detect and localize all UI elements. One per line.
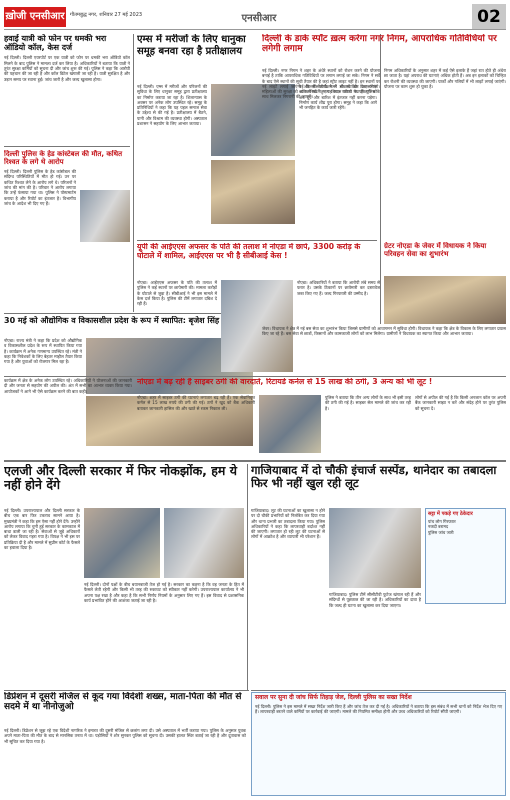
sidebar-title: सट्टा में पकड़े गए ठेकेदार (428, 511, 473, 517)
story-ghaziabad (251, 508, 506, 688)
story-body: जेवर। विधायक ने क्षेत्र में नई बस सेवा का शुभारंभ किया जिससे ग्रामीणों को आवागमन में सुविधा होगी। विधायक ने कहा कि क्षेत्र के विकास के लिए लगातार प्रयास किए जा रहे हैं। बस सेवा से छात्रों, किसानों और कामकाजी लोगों को लाभ मिलेगा। ग्रामीणों ने विधायक का स्वागत किया और आभार जताया। (262, 326, 506, 337)
police-car-photo (329, 508, 421, 588)
story-body: नोएडा। आईएएस अफसर के पति की तलाश में पुलिस ने कई स्थानों पर छापेमारी की। मामला करोड़ों के घोटाले से जुड़ा है। सीबीआई ने भी इस मामले में केस दर्ज किया है। पुलिस की टीमें लगातार दबिश दे रही हैं। (137, 280, 217, 306)
story-head-constable (4, 150, 130, 310)
story-jewar-headline (384, 242, 506, 274)
story-jewar (262, 326, 506, 374)
headline: एलजी और दिल्ली सरकार में फिर नोकझोंक, हम ये नहीं होने देंगे (4, 464, 237, 493)
story-body: नई दिल्ली। एम्स में मरीजों और परिजनों की सुविधा के लिए धानुका समूह द्वारा प्रतीक्षालय का निर्माण कराया जा रहा है। शिलान्यास के अवसर पर अनेक लोग उपस्थित रहे। समूह के प्रतिनिधियों ने कहा कि यह पहल समाज सेवा के उद्देश्य से की गई है। प्रतीक्षालय में बैठने, पानी और विश्राम की व्यवस्था होगी। अस्पताल प्रशासन ने सहयोग के लिए आभार जताया। (137, 84, 207, 126)
date-line: गौतमबुद्ध नगर, शनिवार 27 मई 2023 (70, 12, 143, 18)
headline: डिप्रेशन में दूसरी मंजिल से कूद गया विदेशी शख्स, माता-पिता की मौत से सदमे में था नीनोजुओ (4, 692, 242, 713)
story-body-continued (384, 68, 506, 89)
story-dark-spot-headline (262, 34, 506, 66)
story-body: नई दिल्ली। पुलिस ने इस मामले में सख्त निर्देश जारी किए हैं और जांच तेज कर दी गई है। अधिकारियों ने बताया कि इस संबंध में सभी थानों को निर्देश भेज दिए गए हैं। लापरवाही बरतने वाले कर्मियों पर कार्रवाई की जाएगी। मामले की नियमित समीक्षा होगी और उच्च अधिकारियों को रिपोर्ट सौंपी जाएगी। (252, 704, 505, 715)
chief-minister-photo (164, 508, 244, 578)
story-lg-headline (4, 464, 244, 506)
story-jewar-photo (384, 276, 506, 324)
story-body: नई दिल्ली। दिल्ली एयरपोर्ट पर एक यात्री को फोन पर धमकी भरा ऑडियो कॉल मिलने के बाद पुलिस ने मामला दर्ज कर लिया है। अधिकारियों ने बताया कि यात्री ने तुरंत सुरक्षा कर्मियों को सूचना दी और जांच शुरू की गई। पुलिस ने कहा कि आरोपी की पहचान की जा रही है और कॉल डिटेल खंगाली जा रही है। यात्री सुरक्षित है और उड़ान समय पर रवाना हुई। जांच जारी है और जल्द खुलासा होगा। (4, 55, 130, 81)
sidebar-line: पांच लोग गिरफ्तार (428, 519, 456, 524)
story-body-continued (297, 280, 380, 296)
story-cyber-col1 (4, 378, 132, 460)
headline: नोएडा में बढ़ रही है साइबर ठगी की वारदातें, रिटायर्ड कर्नल से 15 लाख की ठगी, 3 अन्य को भी लूट ! (137, 378, 433, 386)
section-title: एनसीआर (241, 13, 277, 24)
sidebar-box (425, 508, 506, 604)
story-aiims-headline (137, 34, 259, 80)
story-ias-headline (137, 243, 380, 277)
headline: एम्स में मरीजों के लिए धानुका समूह बनवा रहा है प्रतीक्षालय (137, 34, 246, 57)
masthead (4, 4, 506, 30)
story-body: नई दिल्ली। नगर निगम ने शहर के अंधेरे स्थानों को रोशन करने की योजना बनाई है ताकि आपराधिक गतिविधियों पर लगाम लगाई जा सके। निगम ने सर्वे के बाद ऐसे स्थानों की सूची तैयार की है जहां स्ट्रीट लाइट नहीं है। इन स्थानों पर नई लाइटें लगाई जाएंगी और सीसीटीवी कैमरे भी स्थापित किए जाएंगे। महिलाओं की सुरक्षा को ध्यान में रखते हुए यह कदम उठाया गया है। पुलिस के साथ मिलकर निगरानी की जाएगी। (262, 68, 380, 100)
story-foreigner-headline (4, 692, 246, 726)
newspaper-logo: ख़ोजी एनसीआर (4, 7, 66, 27)
story-body-continued (325, 395, 411, 411)
story-cyber-headline (137, 378, 506, 392)
story-hawai-yatri (4, 34, 130, 144)
headline: सवाल पर सुना दी जांच सिर्फ तिहाड़ जेल, दिल्ली पुलिस का सख्त निर्देश (255, 694, 412, 701)
sidebar-line: पुलिस जांच जारी (428, 529, 454, 535)
story-dark-spot-col2 (384, 68, 506, 238)
story-body-continued (329, 592, 421, 608)
story-body: नोएडा। शहर में साइबर ठगी की घटनाएं लगातार बढ़ रही हैं। एक सेवानिवृत्त कर्नल से 15 लाख रुपये की ठगी की गई। ठगों ने खुद को बैंक अधिकारी बताकर जानकारी हासिल की और खाते से रकम निकाल ली। (137, 395, 255, 411)
constable-photo (80, 190, 130, 242)
headline: दिल्ली पुलिस के हेड कांस्टेबल की मौत, कथित रिश्वत के लगे थे आरोप (4, 150, 123, 167)
story-body-continued (84, 582, 244, 603)
story-foreigner (4, 728, 246, 796)
story-body: नई दिल्ली। उपराज्यपाल और दिल्ली सरकार के बीच एक बार फिर टकराव सामने आया है। मुख्यमंत्री ने कहा कि हम ऐसा नहीं होने देंगे। उन्होंने आरोप लगाया कि चुनी हुई सरकार के कामकाज में बाधा डाली जा रही है। सेवाओं से जुड़े अधिकारों को लेकर विवाद गहरा गया है। विपक्ष ने भी इस पर प्रतिक्रिया दी है और मामले में सुप्रीम कोर्ट के फैसले का हवाला दिया है। (4, 508, 80, 550)
sidebar-line: नकदी बरामद (428, 524, 449, 530)
bus-launch-photo (384, 276, 506, 324)
story-body-continued (415, 395, 506, 411)
story-lg (4, 508, 244, 688)
story-body-continued (4, 378, 132, 394)
story-dark-spot (262, 68, 380, 238)
headline: दिल्ली के डार्क स्पॉट ख़त्म करेगा नगर निगम, आपराधिक गतिविधियों पर लगेगी लगाम (262, 34, 497, 55)
story-body: नोएडा। राज्य मंत्री ने कहा कि प्रदेश को औद्योगिक व विकासशील प्रदेश के रूप में स्थापित किया गया है। कार्यक्रम में अनेक गणमान्य उपस्थित रहे। मंत्री ने कहा कि निवेशकों के लिए बेहतर माहौल तैयार किया गया है और युवाओं को रोजगार मिल रहा है। (4, 338, 82, 364)
story-tihar (251, 692, 506, 796)
headline: 30 मई को औद्योगिक व विकासशील प्रदेश के रूप में स्थापित: बृजेश सिंह (4, 316, 220, 325)
story-body: नई दिल्ली। दिल्ली पुलिस के हेड कांस्टेबल की संदिग्ध परिस्थितियों में मौत हो गई। उन पर कथित रिश्वत लेने के आरोप लगे थे। परिजनों ने जांच की मांग की है। परिवार ने आरोप लगाया कि उन्हें फंसाया गया था। पुलिस ने पोस्टमार्टम कराया है और रिपोर्ट का इंतजार है। विभागीय जांच के आदेश भी दिए गए हैं। (4, 169, 76, 206)
story-body: गाजियाबाद। लूट की घटनाओं का खुलासा न होने पर दो चौकी प्रभारियों को निलंबित कर दिया गया और थाना प्रभारी का तबादला किया गया। पुलिस अधिकारियों ने कहा कि लापरवाही बर्दाश्त नहीं की जाएगी। लगातार हो रही लूट की घटनाओं से लोगों में आक्रोश है और व्यापारी भी परेशान हैं। (251, 508, 325, 540)
headline: गाजियाबाद में दो चौकी इंचार्ज सस्पेंड, थानेदार का तबादला फिर भी नहीं खुल रही लूट (251, 464, 497, 491)
story-body: नई दिल्ली। डिप्रेशन से जूझ रहे एक विदेशी नागरिक ने इमारत की दूसरी मंजिल से छलांग लगा दी। उसे अस्पताल में भर्ती कराया गया। पुलिस के अनुसार युवक अपने माता-पिता की मौत के बाद से मानसिक तनाव में था। पड़ोसियों ने शोर सुनकर पुलिस को सूचना दी। उसकी हालत स्थिर बताई जा रही है और दूतावास को भी सूचित कर दिया गया है। (4, 728, 246, 744)
lg-photo (84, 508, 160, 578)
headline: यूपी की आईएएस अफसर के पति की तलाश में नोएडा में छापे, 3300 करोड़ के घोटाले में शामिल, आईएएस पर भी है सीबीआई केस ! (137, 243, 361, 260)
page-number: 02 (472, 4, 506, 30)
story-ghaziabad-headline (251, 464, 506, 506)
headline: हवाई यात्री को फोन पर धमकी भरा ऑडियो कॉल, केस दर्ज (4, 34, 107, 53)
headline: ग्रेटर नोएडा के जेवर में विधायक ने किया परिवहन सेवा का शुभारंभ (384, 242, 487, 259)
cyber-fraud-photo (259, 395, 321, 453)
story-cyber (137, 395, 506, 457)
